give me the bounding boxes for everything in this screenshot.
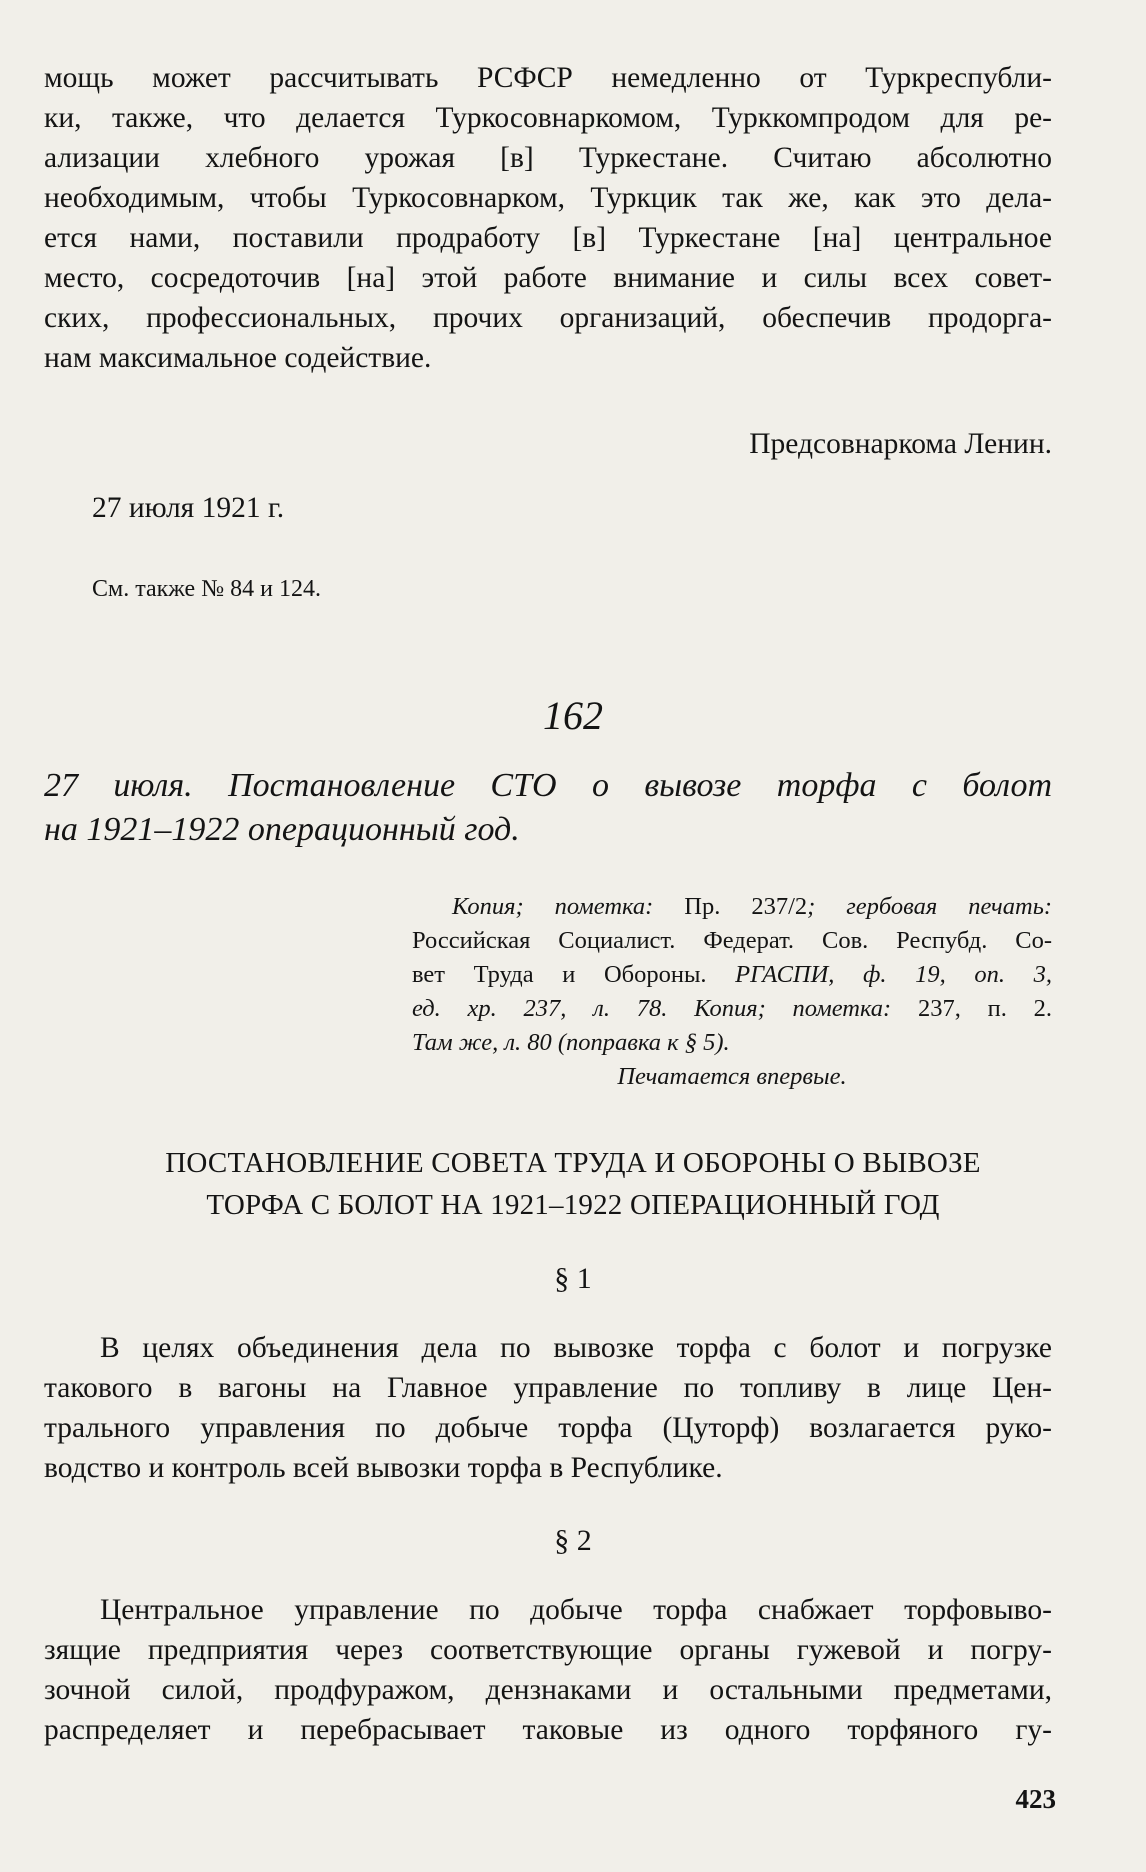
paragraph-line: такового в вагоны на Главное управление по топливу в лице Цен- xyxy=(44,1372,1052,1404)
archive-line: Печатается впервые. xyxy=(617,1063,847,1090)
paragraph-line: ализации хлебного урожая [в] Туркестане. Считаю абсолютно xyxy=(44,142,1052,174)
section-heading: § 1 xyxy=(554,1262,592,1295)
document-title-line: 27 июля. Постановление СТО о вывозе торфа с болот xyxy=(44,767,1052,804)
section1-paragraph xyxy=(44,1328,1052,1488)
archive-text: ; гербовая печать: xyxy=(807,893,1052,920)
archive-line: Российская Социалист. Федерат. Сов. Респубд. Со- xyxy=(412,927,1052,954)
paragraph-line: трального управления по добыче торфа (Цуторф) возлагается руко- xyxy=(44,1412,1052,1444)
paragraph-line: ских, профессиональных, прочих организаций, обеспечив продорга- xyxy=(44,302,1052,334)
paragraph-line: место, сосредоточив [на] этой работе внимание и силы всех совет- xyxy=(44,262,1052,294)
paragraph-line: распределяет и перебрасывает таковые из одного торфяного гу- xyxy=(44,1714,1052,1746)
archive-reference xyxy=(412,890,1052,1094)
archive-line xyxy=(412,958,1052,992)
page-number: 423 xyxy=(1015,1784,1056,1814)
signature: Предсовнаркома Ленин. xyxy=(749,428,1052,460)
archive-line xyxy=(412,890,1052,924)
document-title xyxy=(44,764,1052,852)
decree-heading-line: ТОРФА С БОЛОТ НА 1921–1922 ОПЕРАЦИОННЫЙ ГОД xyxy=(206,1189,940,1221)
archive-text: Пр. 237/2 xyxy=(684,893,808,920)
archive-text: 237, п. 2. xyxy=(917,995,1052,1022)
archive-line xyxy=(412,992,1052,1026)
paragraph-line: мощь может рассчитывать РСФСР немедленно от Туркреспубли- xyxy=(44,62,1052,94)
archive-text: Копия; пометка: xyxy=(452,893,685,920)
archive-text: РГАСПИ, ф. 19, оп. 3, xyxy=(735,961,1052,988)
paragraph-line: ки, также, что делается Туркосовнаркомом, Турккомпродом для ре- xyxy=(44,102,1052,134)
paragraph-line: водство и контроль всей вывозки торфа в Республике. xyxy=(44,1452,723,1484)
archive-text: вет Труда и Обороны. xyxy=(412,961,736,988)
decree-heading-line: ПОСТАНОВЛЕНИЕ СОВЕТА ТРУДА И ОБОРОНЫ О ВЫВОЗЕ xyxy=(165,1147,981,1179)
paragraph-line: ется нами, поставили продработу [в] Туркестане [на] центральное xyxy=(44,222,1052,254)
document-title-line: на 1921–1922 операционный год. xyxy=(44,811,520,848)
archive-text: ед. хр. 237, л. 78. Копия; пометка: xyxy=(412,995,918,1022)
section2-paragraph xyxy=(44,1590,1052,1750)
top-paragraph xyxy=(44,58,1052,378)
decree-heading xyxy=(60,1142,1086,1226)
see-also-note: См. также № 84 и 124. xyxy=(92,576,321,602)
paragraph-line: зочной силой, продфуражом, дензнаками и остальными предметами, xyxy=(44,1674,1052,1706)
document-date: 27 июля 1921 г. xyxy=(92,492,285,524)
paragraph-line: Центральное управление по добыче торфа снабжает торфовыво- xyxy=(100,1594,1052,1626)
paragraph-line: зящие предприятия через соответствующие органы гужевой и погру- xyxy=(44,1634,1052,1666)
paragraph-line: необходимым, чтобы Туркосовнарком, Туркцик так же, как это дела- xyxy=(44,182,1052,214)
document-number: 162 xyxy=(543,693,603,738)
archive-line: Там же, л. 80 (поправка к § 5). xyxy=(412,1029,730,1056)
paragraph-line: В целях объединения дела по вывозке торфа с болот и погрузке xyxy=(100,1332,1052,1364)
paragraph-line: нам максимальное содействие. xyxy=(44,342,432,374)
section-heading: § 2 xyxy=(554,1524,592,1557)
